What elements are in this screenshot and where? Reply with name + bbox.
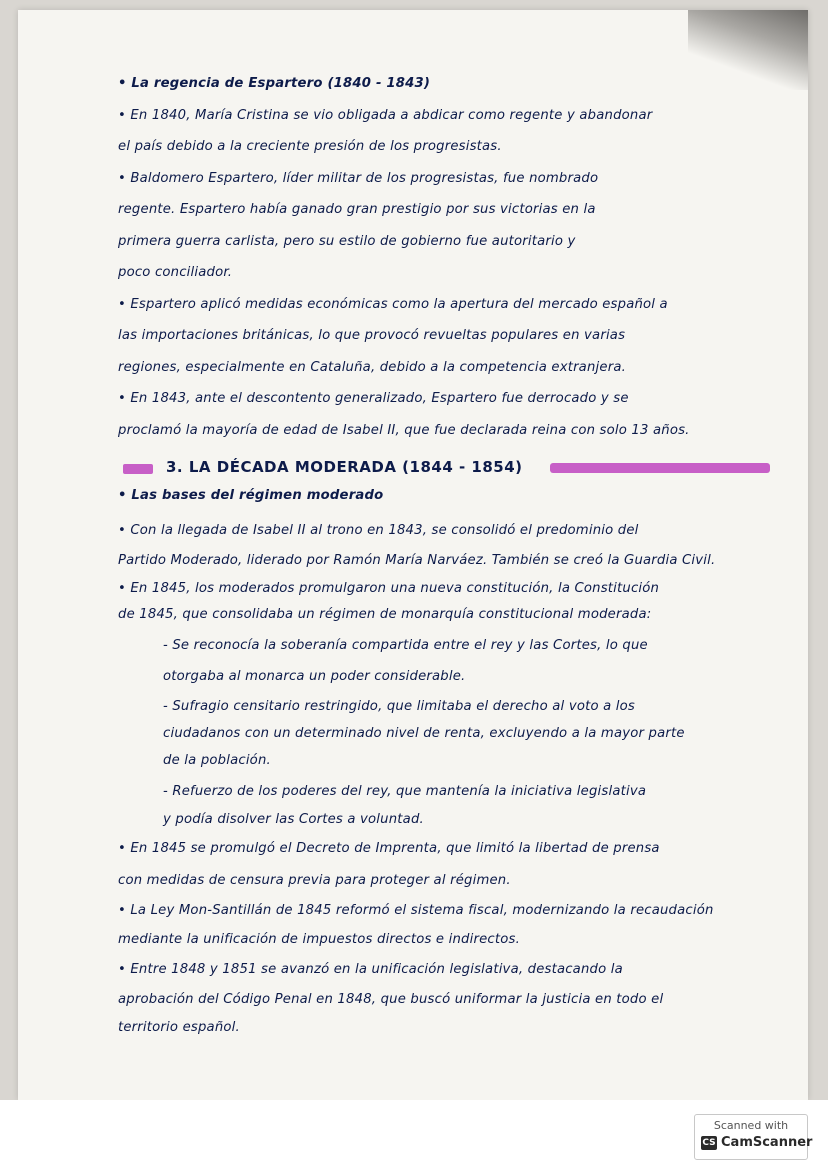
note-line: regente. Espartero había ganado gran prestigio por sus victorias en la <box>118 202 596 217</box>
camscanner-brand <box>701 1135 812 1150</box>
note-line: - Sufragio censitario restringido, que limitaba el derecho al voto a los <box>163 699 635 714</box>
note-line: • En 1845 se promulgó el Decreto de Imprenta, que limitó la libertad de prensa <box>118 841 660 856</box>
note-line: mediante la unificación de impuestos directos e indirectos. <box>118 932 520 947</box>
note-line: • En 1840, María Cristina se vio obligada a abdicar como regente y abandonar <box>118 107 653 123</box>
note-line: territorio español. <box>118 1020 240 1035</box>
note-line: otorgaba al monarca un poder considerable. <box>163 669 466 684</box>
highlight-mark-left <box>123 464 153 474</box>
note-line: - Refuerzo de los poderes del rey, que mantenía la iniciativa legislativa <box>163 784 647 799</box>
note-line: • En 1843, ante el descontento generalizado, Espartero fue derrocado y se <box>118 391 629 406</box>
note-line: • Con la llegada de Isabel II al trono en 1843, se consolidó el predominio del <box>118 523 639 538</box>
note-line: poco conciliador. <box>118 265 233 280</box>
note-line: de 1845, que consolidaba un régimen de monarquía constitucional moderada: <box>118 607 652 622</box>
note-line: Partido Moderado, liderado por Ramón María Narváez. También se creó la Guardia Civil. <box>118 553 716 568</box>
highlight-mark-right <box>550 463 770 473</box>
note-line: • Las bases del régimen moderado <box>118 488 384 503</box>
note-line: • La regencia de Espartero (1840 - 1843) <box>118 76 431 91</box>
note-line: de la población. <box>163 753 271 768</box>
scanned-with-label: Scanned with <box>713 1119 789 1132</box>
note-line: • Entre 1848 y 1851 se avanzó en la unificación legislativa, destacando la <box>118 962 623 977</box>
note-line: primera guerra carlista, pero su estilo de gobierno fue autoritario y <box>118 233 576 249</box>
note-line: aprobación del Código Penal en 1848, que buscó uniformar la justicia en todo el <box>118 992 664 1007</box>
camscanner-logo-icon: CS <box>702 1137 716 1148</box>
note-line: proclamó la mayoría de edad de Isabel II, que fue declarada reina con solo 13 años. <box>118 422 690 438</box>
note-line: las importaciones británicas, lo que provocó revueltas populares en varias <box>118 328 626 343</box>
camscanner-watermark <box>694 1114 813 1160</box>
note-line: regiones, especialmente en Cataluña, debido a la competencia extranjera. <box>118 359 626 375</box>
page-corner-shadow <box>688 10 808 90</box>
section-heading: 3. LA DÉCADA MODERADA (1844 - 1854) <box>166 458 523 476</box>
note-line: - Se reconocía la soberanía compartida entre el rey y las Cortes, lo que <box>163 638 648 653</box>
scanned-page <box>18 10 808 1100</box>
section-heading-row <box>118 458 768 480</box>
note-line: • Baldomero Espartero, líder militar de los progresistas, fue nombrado <box>118 170 599 186</box>
camscanner-name: CamScanner <box>721 1135 813 1150</box>
note-line: ciudadanos con un determinado nivel de renta, excluyendo a la mayor parte <box>163 726 685 741</box>
note-line: • La Ley Mon-Santillán de 1845 reformó el sistema fiscal, modernizando la recaudación <box>118 903 714 918</box>
note-line: con medidas de censura previa para proteger al régimen. <box>118 873 511 888</box>
note-line: el país debido a la creciente presión de los progresistas. <box>118 139 502 154</box>
note-line: • Espartero aplicó medidas económicas como la apertura del mercado español a <box>118 296 668 312</box>
note-line: • En 1845, los moderados promulgaron una nueva constitución, la Constitución <box>118 581 660 596</box>
note-line: y podía disolver las Cortes a voluntad. <box>163 812 424 827</box>
